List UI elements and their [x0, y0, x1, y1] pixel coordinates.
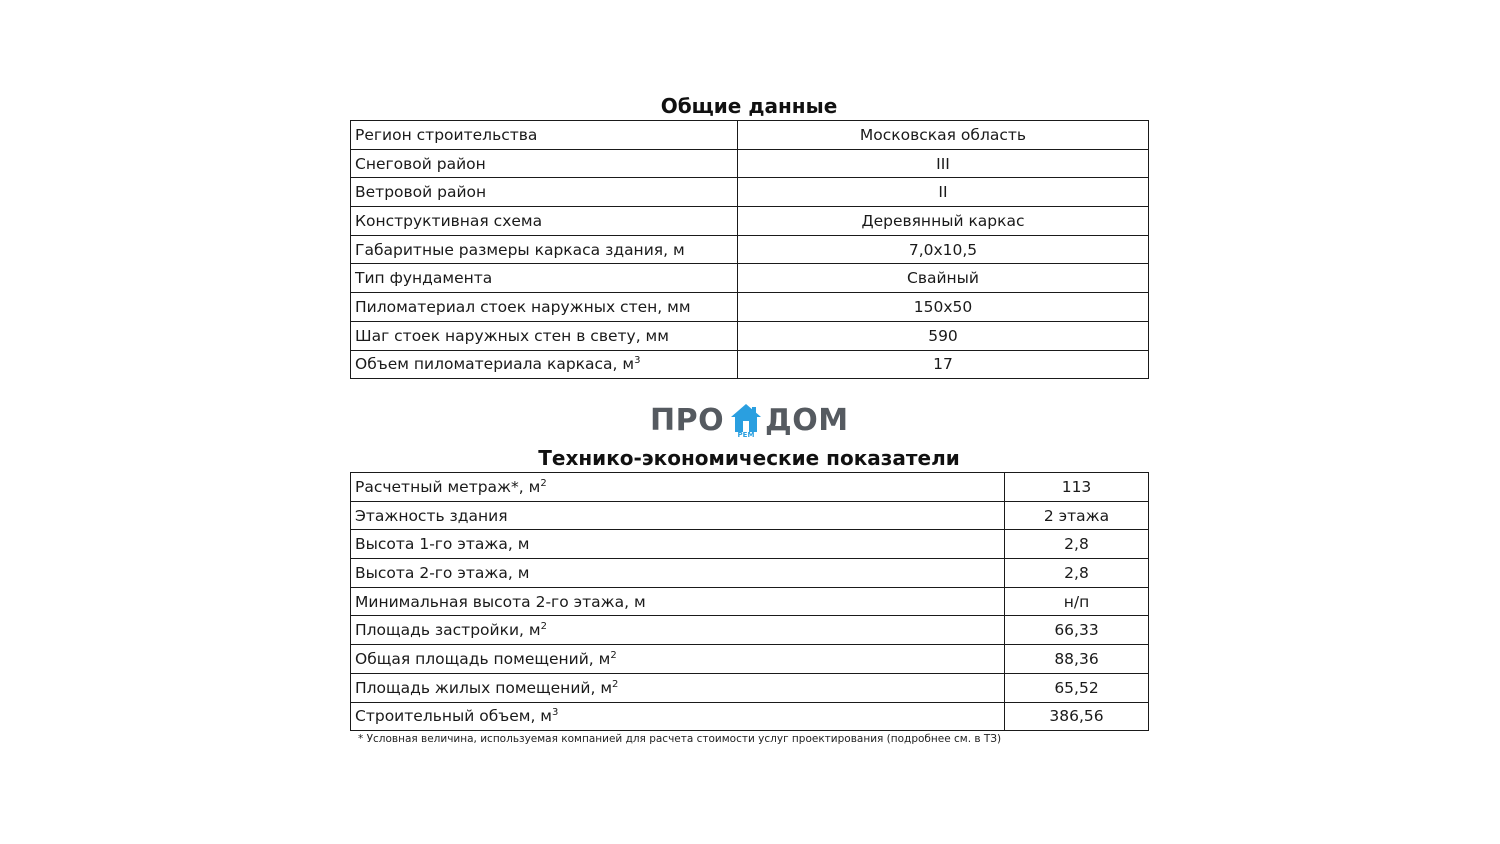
unit-superscript: 2 — [540, 621, 547, 633]
unit-superscript: 3 — [634, 355, 641, 367]
tech-indicators-table — [350, 472, 1149, 731]
row-value: II — [738, 178, 1149, 207]
row-label-text: Высота 2-го этажа, м — [355, 563, 530, 582]
table-row — [351, 616, 1149, 645]
row-label-text: Строительный объем, м — [355, 707, 552, 726]
row-label — [351, 473, 1005, 502]
row-label-text: Ветровой район — [355, 183, 487, 202]
row-value: III — [738, 149, 1149, 178]
row-label — [351, 530, 1005, 559]
row-value: 7,0х10,5 — [738, 235, 1149, 264]
row-label — [351, 587, 1005, 616]
row-label-text: Регион строительства — [355, 125, 538, 144]
general-data-title: Общие данные — [660, 94, 838, 118]
row-label — [351, 350, 738, 379]
row-value: 88,36 — [1005, 645, 1149, 674]
row-label-text: Площадь застройки, м — [355, 621, 541, 640]
row-value: Московская область — [738, 121, 1149, 150]
row-label — [351, 178, 738, 207]
table-row — [351, 264, 1149, 293]
general-data-body — [351, 121, 1149, 379]
table-row — [351, 559, 1149, 588]
table-row — [351, 702, 1149, 731]
tech-indicators-body — [351, 473, 1149, 731]
row-label — [351, 293, 738, 322]
table-row — [351, 121, 1149, 150]
prodom-logo — [650, 400, 850, 442]
row-value: 66,33 — [1005, 616, 1149, 645]
row-label — [351, 264, 738, 293]
unit-superscript: 3 — [552, 707, 559, 719]
table-row — [351, 178, 1149, 207]
row-value: 17 — [738, 350, 1149, 379]
row-label — [351, 149, 738, 178]
row-value: 113 — [1005, 473, 1149, 502]
tech-indicators-title: Технико-экономические показатели — [538, 446, 960, 470]
table-row — [351, 587, 1149, 616]
table-row — [351, 321, 1149, 350]
row-value: 150х50 — [738, 293, 1149, 322]
logo-subtext: РЕМ — [737, 431, 755, 439]
row-value: 2,8 — [1005, 559, 1149, 588]
row-label — [351, 121, 738, 150]
row-label-text: Минимальная высота 2-го этажа, м — [355, 592, 646, 611]
table-row — [351, 350, 1149, 379]
row-label-text: Снеговой район — [355, 154, 486, 173]
row-label — [351, 235, 738, 264]
row-value: Деревянный каркас — [738, 207, 1149, 236]
row-value: Свайный — [738, 264, 1149, 293]
row-label-text: Конструктивная схема — [355, 211, 543, 230]
table-row — [351, 673, 1149, 702]
row-label — [351, 321, 738, 350]
row-label-text: Шаг стоек наружных стен в свету, мм — [355, 326, 669, 345]
table-row — [351, 293, 1149, 322]
logo-text-pro: ПРО — [650, 403, 725, 438]
unit-superscript: 2 — [610, 649, 617, 661]
row-value: 65,52 — [1005, 673, 1149, 702]
row-label — [351, 559, 1005, 588]
table-row — [351, 645, 1149, 674]
table-row — [351, 149, 1149, 178]
row-label-text: Общая площадь помещений, м — [355, 649, 611, 668]
row-label-text: Объем пиломатериала каркаса, м — [355, 355, 635, 374]
row-label — [351, 616, 1005, 645]
row-label — [351, 645, 1005, 674]
row-label-text: Этажность здания — [355, 506, 508, 525]
row-value: 2 этажа — [1005, 501, 1149, 530]
table-row — [351, 235, 1149, 264]
unit-superscript: 2 — [540, 477, 547, 489]
row-label — [351, 501, 1005, 530]
row-value: 590 — [738, 321, 1149, 350]
row-label — [351, 702, 1005, 731]
row-value: 2,8 — [1005, 530, 1149, 559]
general-data-table — [350, 120, 1149, 379]
row-label — [351, 207, 738, 236]
table-row — [351, 473, 1149, 502]
unit-superscript: 2 — [612, 678, 619, 690]
row-label-text: Тип фундамента — [355, 269, 493, 288]
logo-text-dom: ДОМ — [765, 403, 849, 438]
row-value: 386,56 — [1005, 702, 1149, 731]
row-label-text: Площадь жилых помещений, м — [355, 678, 613, 697]
table-row — [351, 501, 1149, 530]
footnote: * Условная величина, используемая компанией для расчета стоимости услуг проектирования (подробнее см. в ТЗ) — [358, 733, 1002, 745]
table-row — [351, 530, 1149, 559]
row-label-text: Расчетный метраж*, м — [355, 477, 541, 496]
row-label-text: Пиломатериал стоек наружных стен, мм — [355, 297, 691, 316]
row-label-text: Габаритные размеры каркаса здания, м — [355, 240, 685, 259]
table-row — [351, 207, 1149, 236]
row-value: н/п — [1005, 587, 1149, 616]
row-label — [351, 673, 1005, 702]
row-label-text: Высота 1-го этажа, м — [355, 535, 530, 554]
